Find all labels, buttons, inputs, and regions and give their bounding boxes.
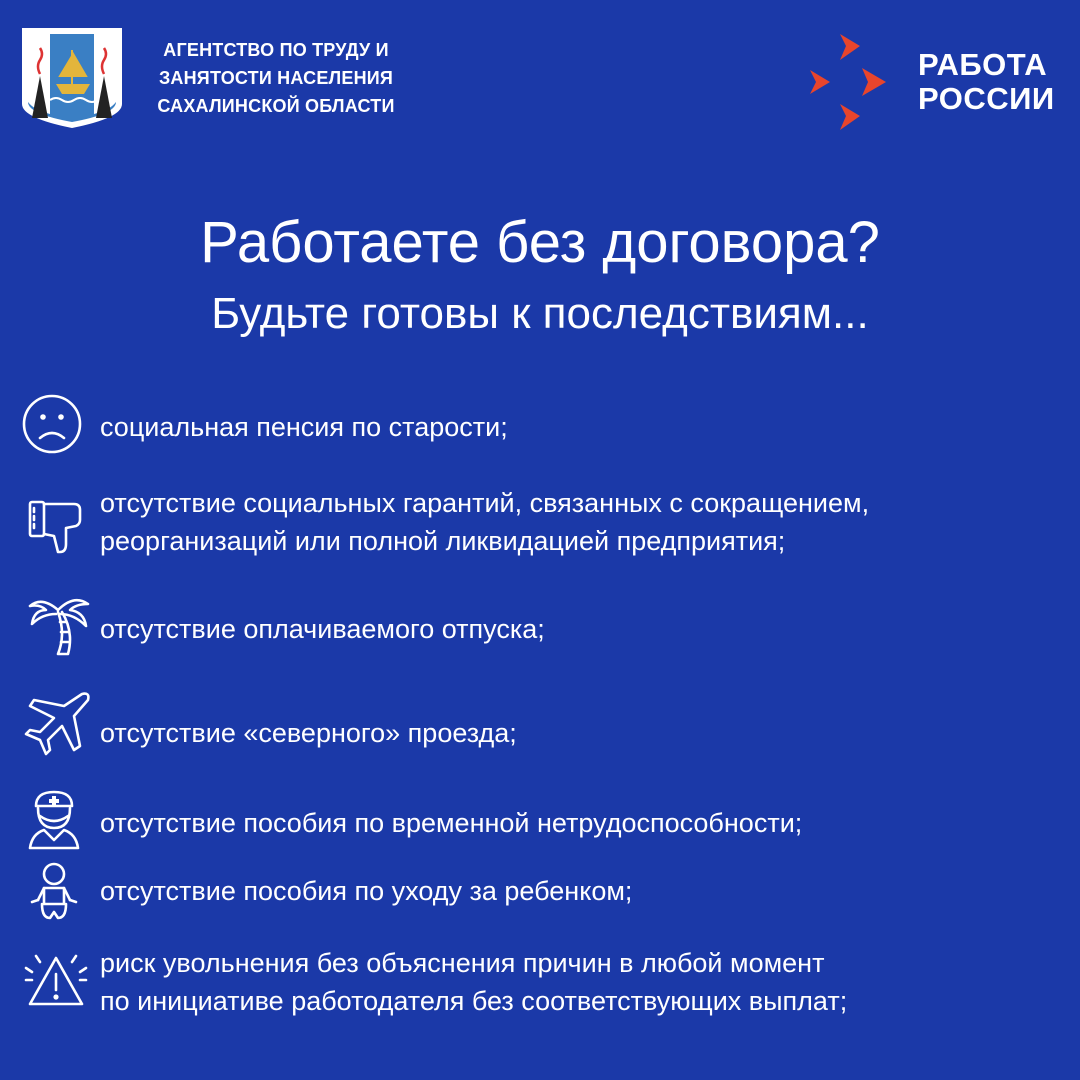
airplane-icon [22, 688, 94, 760]
doctor-icon [22, 788, 94, 860]
thumbs-down-icon [22, 490, 94, 562]
item-text-line-1: отсутствие пособия по временной нетрудоспособности; [100, 808, 803, 838]
palm-tree-icon [22, 588, 94, 660]
header [0, 0, 1080, 140]
agency-line-3: САХАЛИНСКОЙ ОБЛАСТИ [157, 96, 395, 116]
brand-line-2: РОССИИ [918, 81, 1055, 116]
agency-line-2: ЗАНЯТОСТИ НАСЕЛЕНИЯ [158, 68, 394, 88]
brand-name [918, 48, 1055, 116]
rabota-rossii-arrows-logo-icon [808, 32, 888, 132]
baby-icon [22, 860, 94, 932]
agency-name [136, 36, 416, 120]
agency-line-1: АГЕНТСТВО ПО ТРУДУ И [163, 40, 389, 60]
item-text-line-2: по инициативе работодателя без соответствующих выплат; [100, 986, 848, 1016]
item-text-line-2: реорганизаций или полной ликвидацией предприятия; [100, 526, 786, 556]
item-text-line-1: отсутствие социальных гарантий, связанных с сокращением, [100, 488, 870, 518]
item-text-line-1: отсутствие «северного» проезда; [100, 718, 517, 748]
item-text-line-1: риск увольнения без объяснения причин в любой момент [100, 948, 825, 978]
page-subtitle: Будьте готовы к последствиям... [211, 289, 869, 338]
page-title: Работаете без договора? [200, 210, 880, 275]
sakhalin-coat-of-arms-icon [20, 26, 124, 130]
item-text-line-1: отсутствие пособия по уходу за ребенком; [100, 876, 633, 906]
item-text-line-1: отсутствие оплачиваемого отпуска; [100, 614, 545, 644]
warning-icon [22, 948, 94, 1020]
item-text-line-1: социальная пенсия по старости; [100, 412, 508, 442]
brand-line-1: РАБОТА [918, 47, 1048, 82]
sad-face-icon [22, 392, 94, 464]
